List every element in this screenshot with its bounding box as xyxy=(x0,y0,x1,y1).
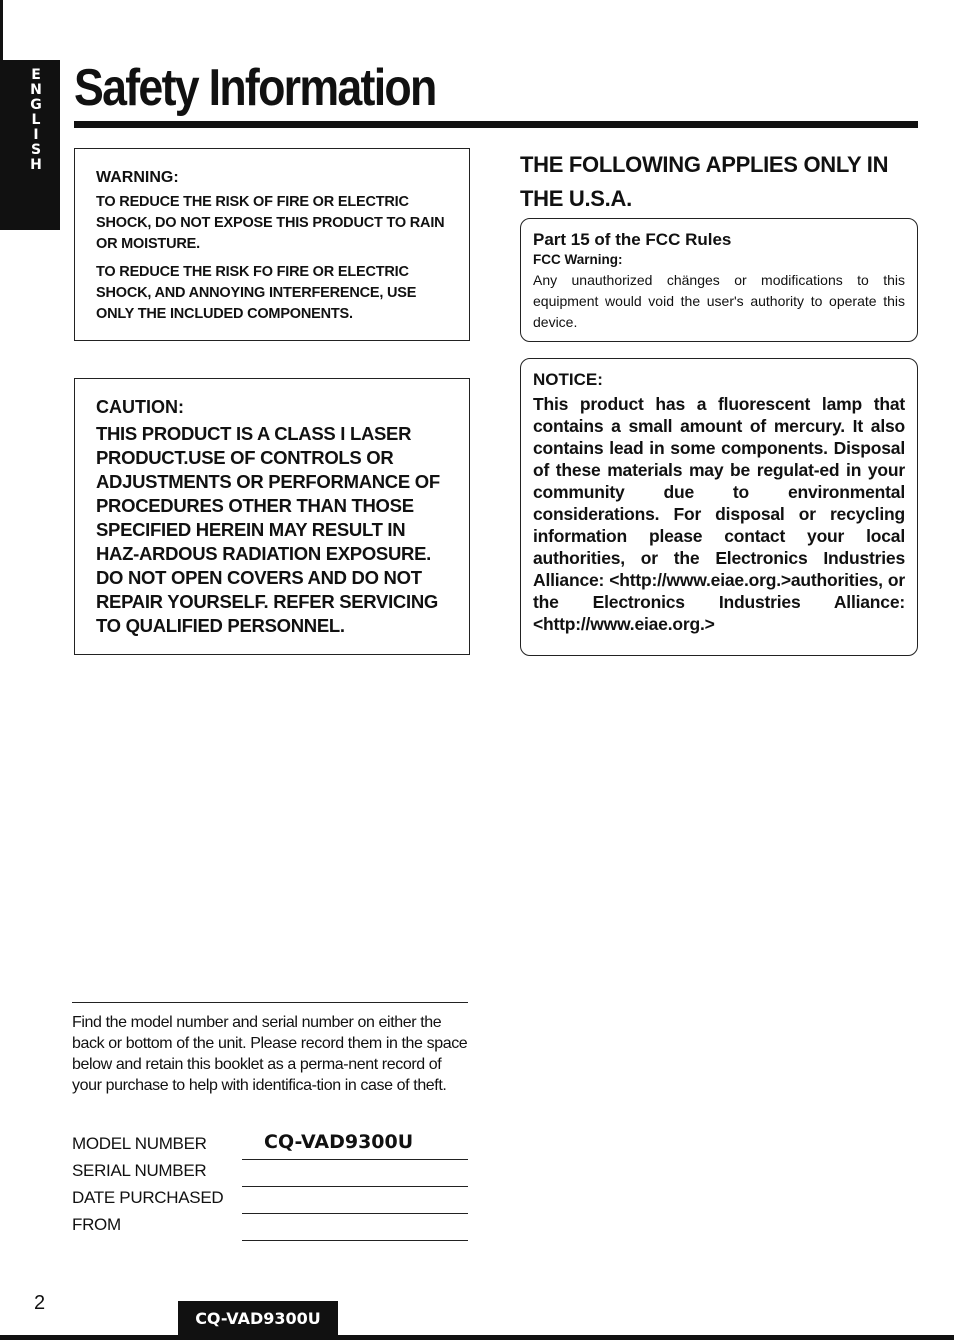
date-purchased-line xyxy=(242,1213,468,1215)
language-letter: N xyxy=(30,82,42,98)
language-letter: E xyxy=(31,67,41,83)
language-tab xyxy=(0,60,60,230)
language-letter: H xyxy=(30,157,42,173)
from-line xyxy=(242,1240,468,1242)
language-letter: L xyxy=(31,112,41,128)
serial-number-label: SERIAL NUMBER xyxy=(72,1161,207,1180)
serial-number-row xyxy=(72,1161,468,1187)
record-section-rule xyxy=(72,1002,468,1003)
warning-box xyxy=(74,148,470,341)
from-label: FROM xyxy=(72,1215,121,1234)
language-letter: I xyxy=(33,127,39,143)
page-number: 2 xyxy=(34,1292,46,1314)
model-number-value: CQ-VAD9300U xyxy=(264,1131,414,1153)
page-title: Safety Information xyxy=(74,59,436,117)
date-purchased-label: DATE PURCHASED xyxy=(72,1188,224,1207)
fcc-body: Any unauthorized chänges or modifications to this equipment would void the user's authority to operate this device. xyxy=(533,272,905,330)
date-purchased-row xyxy=(72,1188,468,1214)
model-number-label: MODEL NUMBER xyxy=(72,1134,207,1153)
caution-heading: CAUTION: xyxy=(96,397,184,417)
fcc-box xyxy=(520,218,918,342)
bottom-rule xyxy=(0,1335,954,1340)
model-badge: CQ-VAD9300U xyxy=(178,1301,338,1335)
language-tab-letters xyxy=(26,68,46,173)
language-letter: S xyxy=(30,142,42,158)
usa-heading: THE FOLLOWING APPLIES ONLY IN THE U.S.A. xyxy=(520,152,889,211)
model-number-line xyxy=(242,1159,468,1161)
notice-heading: NOTICE: xyxy=(533,370,603,389)
from-row xyxy=(72,1215,468,1241)
caution-body: THIS PRODUCT IS A CLASS I LASER PRODUCT.USE OF CONTROLS OR ADJUSTMENTS OR PERFORMANCE OF PROCEDURES OTHER THAN THOSE SPECIFIED HEREIN MAY RESULT IN HAZ-ARDOUS RADIATION EXPOSURE. DO NOT OPEN COVERS AND DO NOT REPAIR YOURSELF. REFER SERVICING TO QUALIFIED PERSONNEL. xyxy=(96,423,440,636)
warning-paragraph: TO REDUCE THE RISK FO FIRE OR ELECTRIC SHOCK, AND ANNOYING INTERFERENCE, USE ONLY THE INCLUDED COMPONENTS. xyxy=(96,264,417,322)
notice-box xyxy=(520,358,918,656)
fcc-subtitle: FCC Warning: xyxy=(533,252,623,267)
title-rule xyxy=(74,121,918,128)
warning-paragraph: TO REDUCE THE RISK OF FIRE OR ELECTRIC SHOCK, DO NOT EXPOSE THIS PRODUCT TO RAIN OR MOISTURE. xyxy=(96,194,445,252)
language-letter: G xyxy=(30,97,42,113)
model-number-row xyxy=(72,1131,468,1160)
fcc-title: Part 15 of the FCC Rules xyxy=(533,230,732,249)
caution-box xyxy=(74,378,470,655)
left-edge-rule xyxy=(0,0,3,60)
record-instructions: Find the model number and serial number on either the back or bottom of the unit. Please record them in the space below and retain this booklet as a perma-nent record of your purchase to help with identifica-tion in case of theft. xyxy=(72,1014,468,1094)
serial-number-line xyxy=(242,1186,468,1188)
notice-body: This product has a fluorescent lamp that contains a small amount of mercury. It also contains lead in some components. Disposal of these materials may be regulat-ed in your community due to environmental considerations. For disposal or recycling information please contact your local authorities, or the Electronics Industries Alliance: <http://www.eiae.org.>authorities, or the Electronics Industries Alliance: <http://www.eiae.org.> xyxy=(533,394,905,634)
warning-heading: WARNING: xyxy=(96,169,179,186)
